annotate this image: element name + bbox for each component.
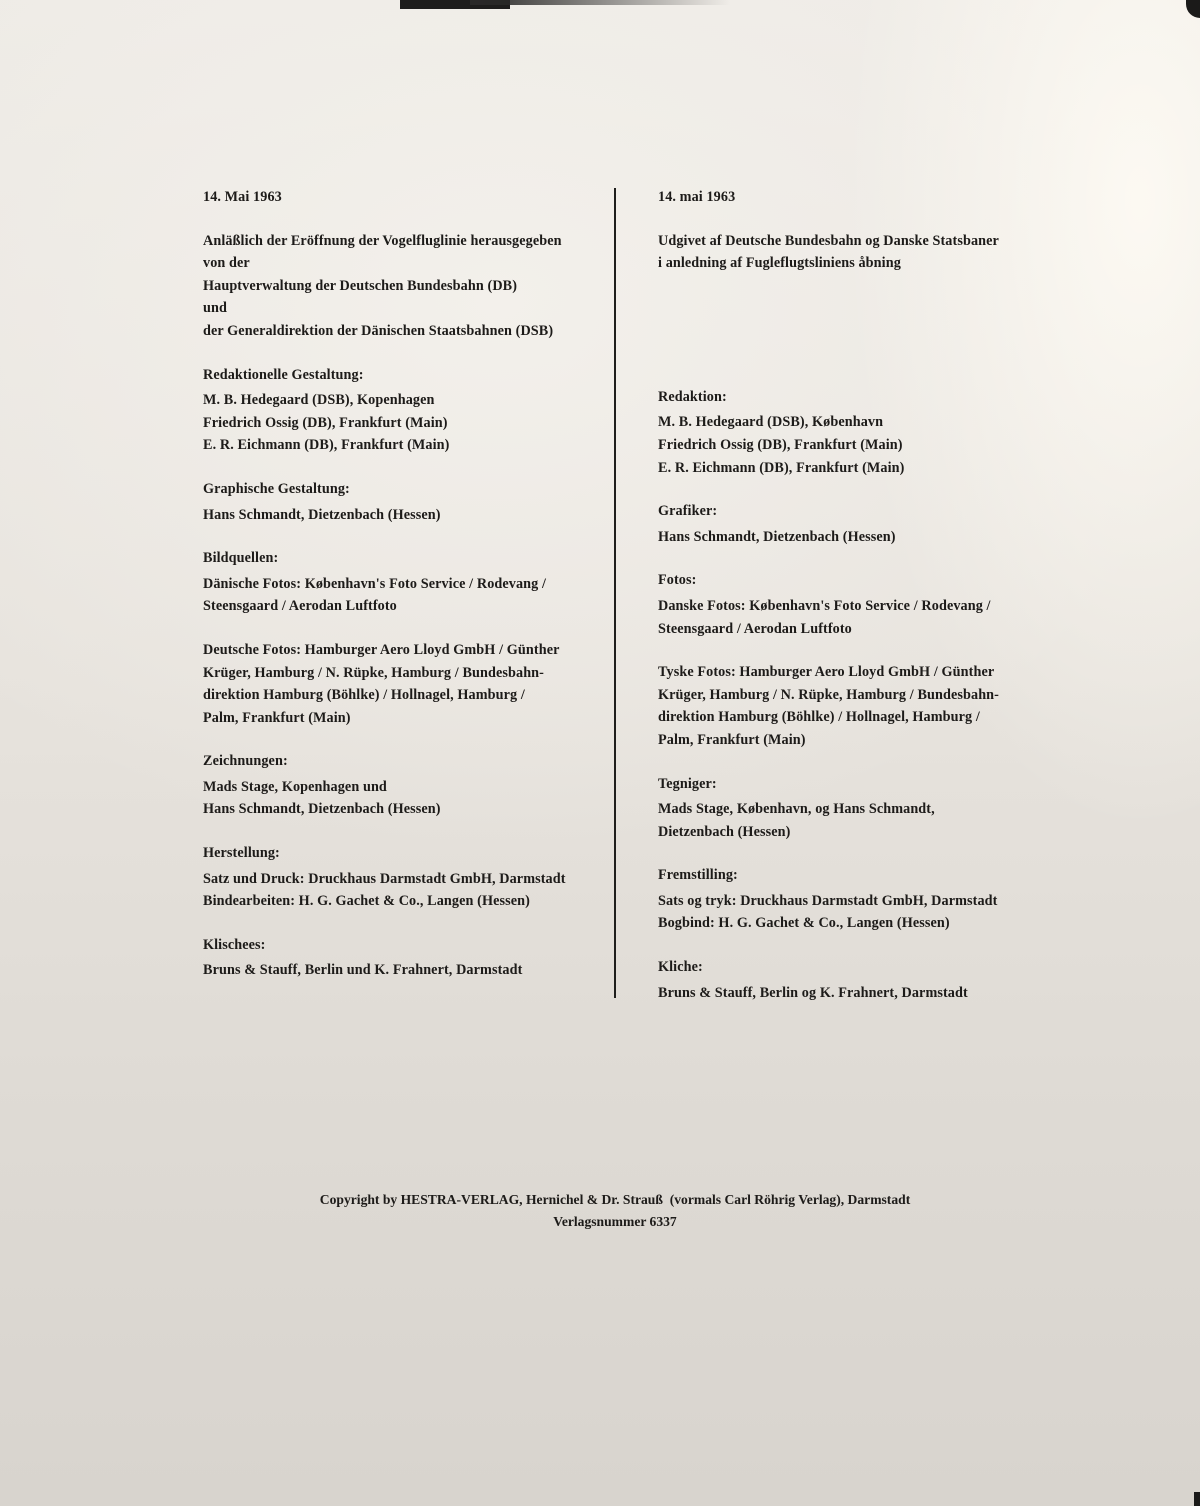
intro-line: Hauptverwaltung der Deutschen Bundesbahn (DB) [203,277,518,294]
intro-line: der Generaldirektion der Dänischen Staatsbahnen (DSB) [203,322,554,339]
section-production [658,864,1038,935]
section-photo-sources [203,547,603,618]
section-line: Krüger, Hamburg / N. Rüpke, Hamburg / Bundesbahn- [658,686,999,703]
section-graphic-design [203,478,603,526]
intro-line: von der [203,255,250,272]
section-label: Grafiker: [658,503,718,520]
section-label: Graphische Gestaltung: [203,480,350,497]
section-printing-plates [203,934,603,982]
section-label: Fremstilling: [658,867,738,884]
section-label: Zeichnungen: [203,753,288,770]
section-graphic-design [658,500,1038,548]
section-line: Bindearbeiten: H. G. Gachet & Co., Langen (Hessen) [203,893,530,910]
section-line: Bogbind: H. G. Gachet & Co., Langen (Hessen) [658,915,950,932]
intro-line: und [203,300,227,317]
colophon-footer [250,1189,980,1233]
section-label: Tegniger: [658,775,717,792]
date-danish: 14. mai 1963 [658,189,736,205]
section-line: E. R. Eichmann (DB), Frankfurt (Main) [658,459,905,476]
section-line: direktion Hamburg (Böhlke) / Hollnagel, Hamburg / [203,687,525,704]
section-line: M. B. Hedegaard (DSB), Kopenhagen [203,392,435,409]
section-line: Bruns & Stauff, Berlin og K. Frahnert, Darmstadt [658,984,968,1001]
german-column [203,186,603,1003]
section-photo-sources [658,569,1038,640]
section-german-photos [203,639,603,729]
copyright-line: Copyright by HESTRA-VERLAG, Hernichel & Dr. Strauß (vormals Carl Röhrig Verlag), Darmstadt [319,1192,911,1207]
page-corner-top-right [1186,0,1200,18]
section-production [203,842,603,913]
intro-line: Anläßlich der Eröffnung der Vogelfluglinie herausgegeben [203,232,562,249]
intro-danish [658,230,1038,365]
section-line: Dietzenbach (Hessen) [658,823,791,840]
section-line: M. B. Hedegaard (DSB), København [658,414,884,431]
section-line: Hans Schmandt, Dietzenbach (Hessen) [203,506,441,523]
page-corner-bottom-right [1194,1492,1200,1506]
section-label: Redaktionelle Gestaltung: [203,366,364,383]
publisher-number: Verlagsnummer 6337 [553,1214,677,1229]
section-line: Mads Stage, Kopenhagen und [203,778,387,795]
section-line: Bruns & Stauff, Berlin und K. Frahnert, Darmstadt [203,962,523,979]
section-line: Mads Stage, København, og Hans Schmandt, [658,801,935,818]
section-printing-plates [658,956,1038,1004]
section-line: Friedrich Ossig (DB), Frankfurt (Main) [658,436,903,453]
section-line: Danske Fotos: København's Foto Service / Rodevang / [658,597,991,614]
date-german: 14. Mai 1963 [203,189,282,205]
section-line: Hans Schmandt, Dietzenbach (Hessen) [658,528,896,545]
section-german-photos [658,661,1038,751]
section-line: Palm, Frankfurt (Main) [658,731,806,748]
section-drawings [658,773,1038,844]
section-label: Herstellung: [203,845,280,862]
column-divider [614,188,616,998]
section-line: Hans Schmandt, Dietzenbach (Hessen) [203,801,441,818]
section-editorial [203,364,603,457]
intro-german [203,230,603,343]
section-line: Steensgaard / Aerodan Luftfoto [203,598,397,615]
section-label: Kliche: [658,959,703,976]
section-line: Satz und Druck: Druckhaus Darmstadt GmbH, Darmstadt [203,870,566,887]
section-line: Tyske Fotos: Hamburger Aero Lloyd GmbH / Günther [658,664,995,681]
section-line: Steensgaard / Aerodan Luftfoto [658,620,852,637]
section-line: Palm, Frankfurt (Main) [203,709,351,726]
section-line: Sats og tryk: Druckhaus Darmstadt GmbH, Darmstadt [658,892,998,909]
section-line: Deutsche Fotos: Hamburger Aero Lloyd GmbH / Günther [203,641,560,658]
section-label: Fotos: [658,572,697,589]
section-label: Bildquellen: [203,550,279,567]
danish-column [658,186,1038,1025]
intro-line: Udgivet af Deutsche Bundesbahn og Danske Statsbaner [658,232,999,249]
section-line: Krüger, Hamburg / N. Rüpke, Hamburg / Bundesbahn- [203,664,544,681]
section-line: direktion Hamburg (Böhlke) / Hollnagel, Hamburg / [658,709,980,726]
section-line: Dänische Fotos: København's Foto Service / Rodevang / [203,575,547,592]
page-top-edge-line [470,0,730,5]
intro-line: i anledning af Fugleflugtsliniens åbning [658,255,901,272]
section-line: E. R. Eichmann (DB), Frankfurt (Main) [203,437,450,454]
section-label: Redaktion: [658,388,727,405]
intro-spacer [658,275,1038,365]
section-label: Klischees: [203,936,266,953]
section-drawings [203,750,603,821]
section-editorial [658,386,1038,479]
section-line: Friedrich Ossig (DB), Frankfurt (Main) [203,414,448,431]
